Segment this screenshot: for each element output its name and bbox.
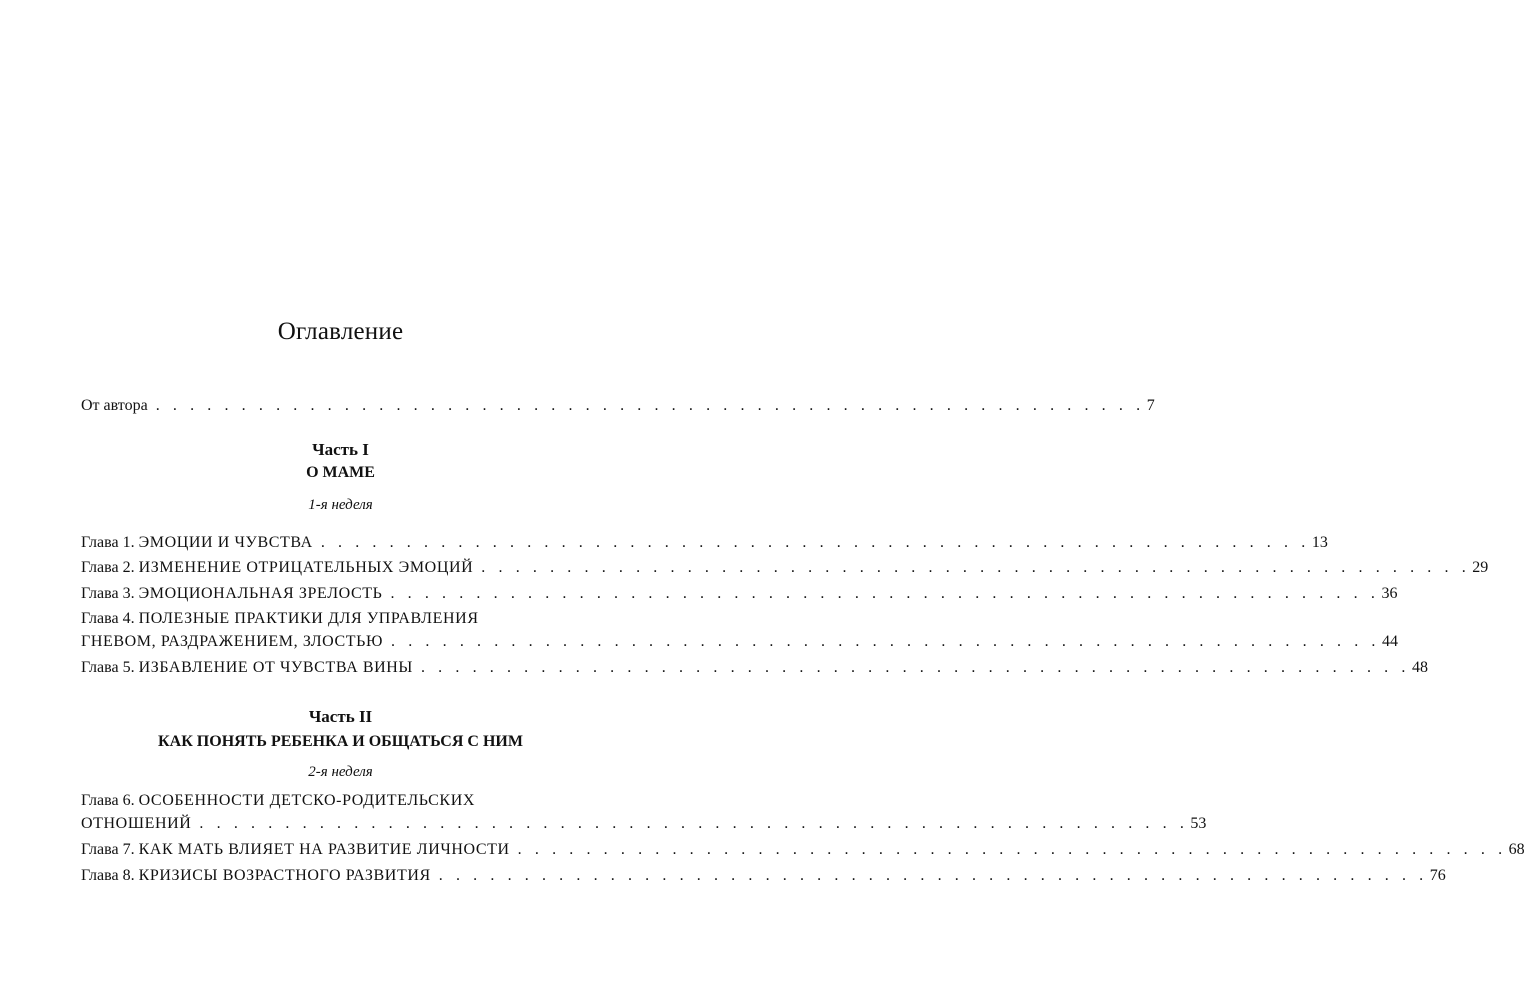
part-2-number: Часть II — [308, 707, 373, 726]
toc-entry-chapter-4[interactable] — [81, 609, 1399, 652]
chapter-title: ИЗМЕНЕНИЕ ОТРИЦАТЕЛЬНЫХ ЭМОЦИЙ — [138, 559, 474, 576]
chapter-prefix: Глава 2. — [81, 559, 135, 576]
part-2-week: 2-я неделя — [308, 764, 373, 780]
dot-leader: . . . . . . . . . . . . . . . . . . . . . . . . . . . . . . . . . . . . . . . . . . . . . . . . . . . . . . . . . . — [420, 659, 1410, 676]
chapter-page: 53 — [1190, 815, 1207, 832]
dot-leader: . . . . . . . . . . . . . . . . . . . . . . . . . . . . . . . . . . . . . . . . . . . . . . . . . . . . . . . . . . — [391, 633, 1381, 650]
chapter-prefix: Глава 7. — [81, 841, 135, 858]
toc-entry-chapter-7[interactable] — [81, 840, 1525, 860]
chapter-page: 76 — [1429, 867, 1446, 884]
chapter-prefix: Глава 4. — [81, 610, 135, 627]
chapter-prefix: Глава 3. — [81, 585, 135, 602]
chapter-title: ЭМОЦИОНАЛЬНАЯ ЗРЕЛОСТЬ — [138, 585, 383, 602]
dot-leader: . . . . . . . . . . . . . . . . . . . . . . . . . . . . . . . . . . . . . . . . . . . . . . . . . . . . . . . . . . — [320, 534, 1310, 551]
toc-entry-foreword[interactable] — [81, 396, 1155, 416]
chapter-title: ПОЛЕЗНЫЕ ПРАКТИКИ ДЛЯ УПРАВЛЕНИЯ — [138, 610, 479, 627]
chapter-line-1 — [81, 609, 552, 629]
chapter-title: ОСОБЕННОСТИ ДЕТСКО-РОДИТЕЛЬСКИХ — [138, 792, 476, 809]
dot-leader: . . . . . . . . . . . . . . . . . . . . . . . . . . . . . . . . . . . . . . . . . . . . . . . . . . . . . . . . . . — [481, 559, 1471, 576]
chapter-title-continued: ГНЕВОМ, РАЗДРАЖЕНИЕМ, ЗЛОСТЬЮ — [81, 633, 384, 650]
foreword-label: От автора — [81, 397, 148, 414]
foreword-page: 7 — [1146, 397, 1155, 414]
dot-leader: . . . . . . . . . . . . . . . . . . . . . . . . . . . . . . . . . . . . . . . . . . . . . . . . . . . . . . . . . . — [517, 841, 1507, 858]
chapter-page: 44 — [1382, 633, 1399, 650]
chapter-title-continued: ОТНОШЕНИЙ — [81, 815, 192, 832]
dot-leader: . . . . . . . . . . . . . . . . . . . . . . . . . . . . . . . . . . . . . . . . . . . . . . . . . . . . . . . . . . — [199, 815, 1189, 832]
toc-title: Оглавление — [277, 318, 404, 345]
part-1-number: Часть I — [312, 440, 369, 459]
chapter-title: КАК МАТЬ ВЛИЯЕТ НА РАЗВИТИЕ ЛИЧНОСТИ — [138, 841, 510, 858]
chapter-page: 29 — [1472, 559, 1489, 576]
chapter-page: 13 — [1311, 534, 1328, 551]
dot-leader: . . . . . . . . . . . . . . . . . . . . . . . . . . . . . . . . . . . . . . . . . . . . . . . . . . . . . . . . . . — [155, 397, 1145, 414]
chapter-prefix: Глава 6. — [81, 792, 135, 809]
toc-entry-chapter-1[interactable] — [81, 533, 1328, 553]
chapter-title: ИЗБАВЛЕНИЕ ОТ ЧУВСТВА ВИНЫ — [138, 659, 413, 676]
dot-leader: . . . . . . . . . . . . . . . . . . . . . . . . . . . . . . . . . . . . . . . . . . . . . . . . . . . . . . . . . . — [438, 867, 1428, 884]
part-1-week: 1-я неделя — [308, 497, 373, 513]
chapter-title: КРИЗИСЫ ВОЗРАСТНОГО РАЗВИТИЯ — [138, 867, 431, 884]
chapter-prefix: Глава 1. — [81, 534, 135, 551]
chapter-line-1 — [81, 791, 552, 811]
chapter-prefix: Глава 5. — [81, 659, 135, 676]
dot-leader: . . . . . . . . . . . . . . . . . . . . . . . . . . . . . . . . . . . . . . . . . . . . . . . . . . . . . . . . . . — [390, 585, 1380, 602]
part-1-name: О МАМЕ — [306, 464, 375, 481]
toc-entry-chapter-3[interactable] — [81, 584, 1398, 604]
chapter-title: ЭМОЦИИ И ЧУВСТВА — [138, 534, 313, 551]
chapter-page: 68 — [1508, 841, 1525, 858]
part-2-name: КАК ПОНЯТЬ РЕБЕНКА И ОБЩАТЬСЯ С НИМ — [158, 733, 523, 750]
toc-entry-chapter-5[interactable] — [81, 658, 1428, 678]
chapter-page: 36 — [1381, 585, 1398, 602]
toc-entry-chapter-2[interactable] — [81, 558, 1489, 578]
toc-entry-chapter-8[interactable] — [81, 866, 1446, 886]
chapter-prefix: Глава 8. — [81, 867, 135, 884]
toc-entry-chapter-6[interactable] — [81, 791, 1207, 834]
chapter-page: 48 — [1411, 659, 1428, 676]
